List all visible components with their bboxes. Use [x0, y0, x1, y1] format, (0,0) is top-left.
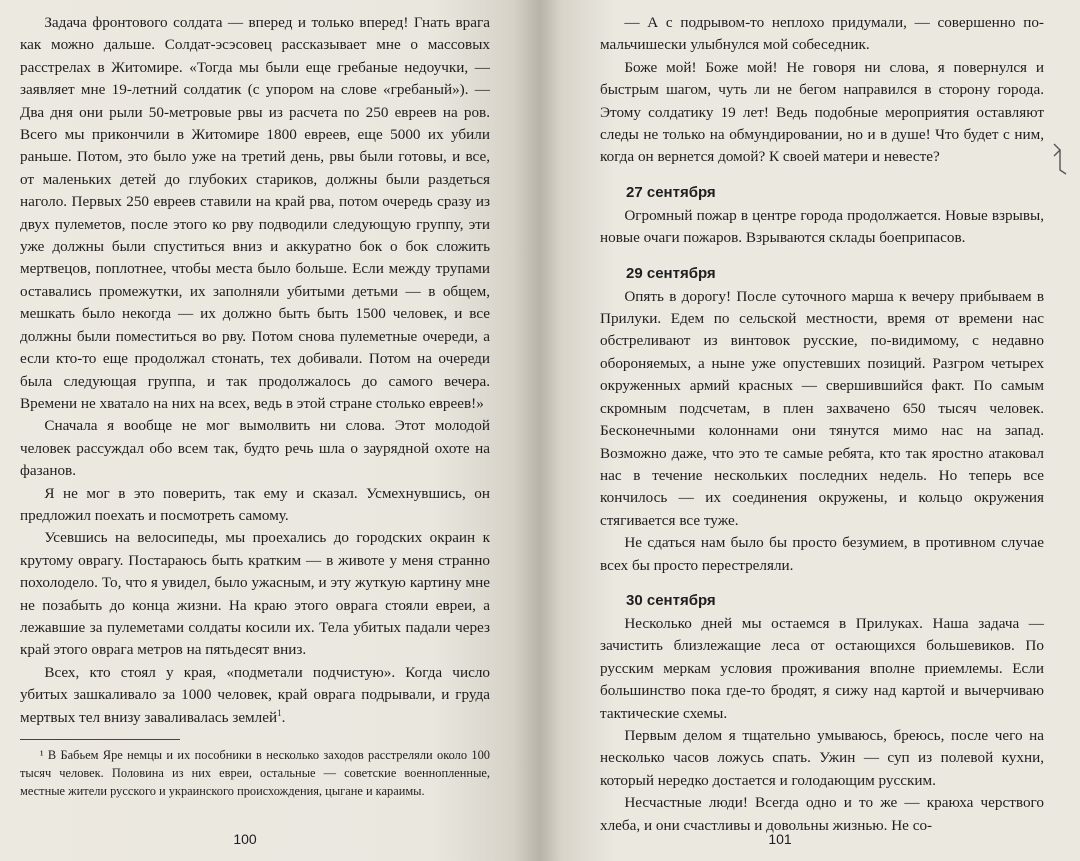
paragraph: Не сдаться нам было бы просто безумием, в противном случае всех бы просто перестреляли.: [600, 534, 1044, 574]
page-number-right: 101: [768, 831, 792, 847]
paragraph: Усевшись на велосипеды, мы проехались до городских окраин к крутому оврагу. Постараюсь быть кратким — в животе у меня странно похолодело. То, что я увидел, было ужасным, и эту жуткую картину мне не позабыть до конца жизни. На краю этого оврага стояли евреи, а лежавшие за пулеметами солдаты косили их. Тела убитых падали через край этого оврага метров на пятьдесят вниз.: [20, 529, 490, 659]
paragraph: Опять в дорогу! После суточного марша к вечеру прибываем в Прилуки. Едем по сельской местности, время от времени нас обстреливают из винтовок русские, по-видимому, с недавно обороняемых, а ныне уже опустевших позиций. Разгром четырех окруженных армий красных — свершившийся факт. По самым скромным подсчетам, в плен захвачено 650 тысяч человек. Бесконечными колоннами они тянутся мимо нас на запад. Возможно даже, что это те самые ребята, кто так яростно атаковал нас в течение нескольких последних недель. Но теперь все кончилось — их соединения окружены, и кольцо окружения стягивается все туже.: [600, 287, 1044, 529]
entry-date: 29 сентября: [626, 264, 716, 282]
page-number-left: 100: [233, 831, 257, 847]
paragraph: Я не мог в это поверить, так ему и сказал. Усмехнувшись, он предложил поехать и посмотреть самому.: [20, 484, 490, 524]
footnote-divider: [20, 739, 180, 740]
pen-mark-icon: [1050, 140, 1070, 178]
paragraph: Несколько дней мы остаемся в Прилуках. Наша задача — зачистить близлежащие леса от остающихся большевиков. По русским меркам условия проживания вполне приемлемы. Если большинство пока где-то бродят, я сижу над картой и вычерчиваю тактические схемы.: [600, 614, 1044, 722]
entry-date: 30 сентября: [626, 591, 716, 609]
paragraph: Огромный пожар в центре города продолжается. Новые взрывы, новые очаги пожаров. Взрываются склады боеприпасов.: [600, 206, 1044, 247]
paragraph-text: Всех, кто стоял у края, «подметали подчистую». Когда число убитых зашкаливало за 1000 человек, край оврага подрывали, и груда мертвых тел внизу заваливалась землей: [20, 663, 490, 726]
footnote-text: ¹ В Бабьем Яре немцы и их пособники в несколько заходов расстреляли около 100 тысяч человек. Половина из них евреи, остальные — советские военнопленные, местные жители русского и украинского происхождения, цыгане и караимы.: [20, 748, 490, 798]
paragraph: — А с подрывом-то неплохо придумали, — совершенно по-мальчишески улыбнулся мой собеседник.: [600, 14, 1044, 54]
paragraph: Первым делом я тщательно умываюсь, бреюсь, после чего на несколько часов ложусь спать. Ужин — суп из полевой кухни, который нередко достается и голодающим русским.: [600, 726, 1044, 789]
left-page-text: [20, 12, 490, 729]
paragraph-with-footnote: Всех, кто стоял у края, «подметали подчистую». Когда число убитых зашкаливало за 1000 человек, край оврага подрывали, и груда мертвых тел внизу заваливалась землей$^1$.: [20, 663, 490, 726]
right-page: [540, 0, 1080, 861]
paragraph: Несчастные люди! Всегда одно и то же — краюха черствого хлеба, и они счастливы и довольны жизнью. Не со-: [600, 794, 1044, 834]
right-page-text: [600, 12, 1044, 837]
paragraph: Задача фронтового солдата — вперед и только вперед! Гнать врага как можно дальше. Солдат-эсэсовец рассказывает мне о массовых расстрелах в Житомире. «Тогда мы были еще гребаные недоучки, — заявляет мне 19-летний солдатик (с упором на слове «гребаный»). — Два дня они рыли 50-метровые рвы из расчета по 250 евреев на ров. Всего мы прикончили в Житомире 1800 евреев, еще 5000 их убили раньше. Потом, это было уже на третий день, рвы были готовы, и все, от маленьких детей до глубоких стариков, должны были раздеться наголо. Первых 250 евреев ставили на край рва, потом очередь сразу из двух пулеметов, после этого ко рву подводили следующую группу, эти уже должны были спуститься вниз и аккуратно бок о бок сложить мертвецов, поплотнее, чтобы места было больше. Если между трупами оставались промежутки, их заполняли убитыми детьми — в общем, мешкать было некогда — их должно быть быть 1500 человек, и все должны были поместиться во рву. Потом снова пулеметные очереди, а если кто-то еще продолжал стонать, тех добивали. Потом на очереди была следующая группа, и так продолжалось до самого вечера. Времени не хватало на них на всех, ведь в этой стране столько евреев!»: [20, 14, 490, 412]
footnote: [20, 746, 490, 800]
paragraph: Сначала я вообще не мог вымолвить ни слова. Этот молодой человек рассуждал обо всем так, будто речь шла о заурядной охоте на фазанов.: [20, 417, 490, 480]
entry-date: 27 сентября: [626, 183, 716, 201]
paragraph: Боже мой! Боже мой! Не говоря ни слова, я повернулся и быстрым шагом, чуть ли не бегом направился в сторону города. Этому солдатику 19 лет! Ведь подобные мероприятия оставляют следы не только на обмундировании, но и в душе! Что будет с ним, когда он вернется домой? К своей матери и невесте?: [600, 58, 1044, 166]
footnote-marker: 1: [277, 707, 282, 718]
